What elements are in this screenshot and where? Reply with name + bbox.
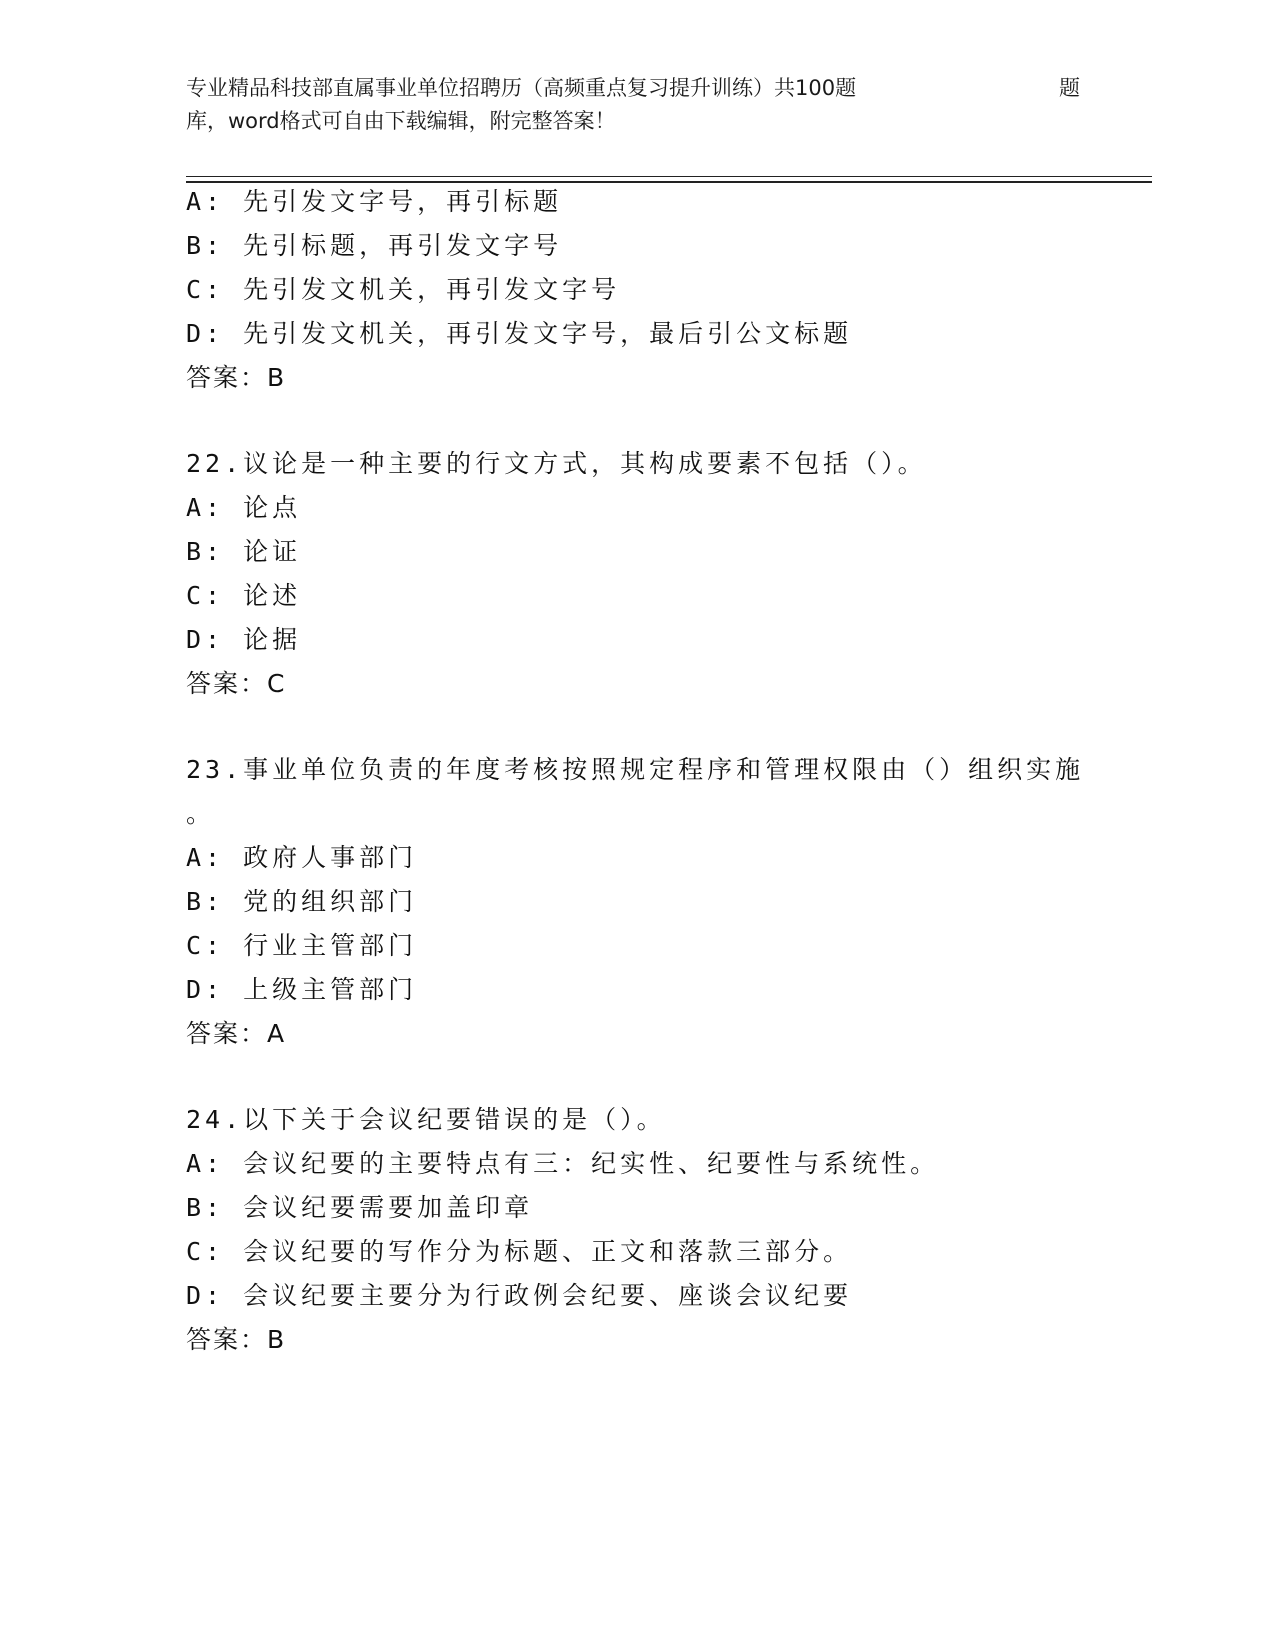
header-divider-thin [186, 176, 1152, 177]
option-a: A: 先引发文字号，再引标题 [186, 187, 563, 216]
header-line-1 [186, 72, 1086, 105]
option-d: D: 论据 [186, 625, 302, 654]
option-b: B: 论证 [186, 537, 302, 566]
option-d: D: 上级主管部门 [186, 975, 418, 1004]
option-b: B: 党的组织部门 [186, 887, 418, 916]
header-title-tail: 题 [1059, 76, 1080, 100]
header-line-2 [186, 105, 1086, 138]
option-c: C: 论述 [186, 581, 302, 610]
question-stem: 23.事业单位负责的年度考核按照规定程序和管理权限由（）组织实施 [186, 755, 1085, 784]
header-title: 专业精品科技部直属事业单位招聘历（高频重点复习提升训练）共100题 [186, 76, 857, 100]
option-c: C: 行业主管部门 [186, 931, 418, 960]
answer: 答案：C [186, 669, 287, 698]
document-header [186, 72, 1086, 138]
option-a: A: 政府人事部门 [186, 843, 418, 872]
question-stem: 22.议论是一种主要的行文方式，其构成要素不包括（）。 [186, 449, 927, 478]
answer: 答案：B [186, 363, 287, 392]
answer: 答案：A [186, 1019, 287, 1048]
answer: 答案：B [186, 1325, 287, 1354]
option-c: C: 先引发文机关，再引发文字号 [186, 275, 621, 304]
question-stem-continuation: 。 [186, 799, 216, 828]
option-b: B: 会议纪要需要加盖印章 [186, 1193, 534, 1222]
option-d: D: 先引发文机关，再引发文字号，最后引公文标题 [186, 319, 853, 348]
option-a: A: 论点 [186, 493, 302, 522]
question-stem: 24.以下关于会议纪要错误的是（）。 [186, 1105, 666, 1134]
option-c: C: 会议纪要的写作分为标题、正文和落款三部分。 [186, 1237, 853, 1266]
option-a: A: 会议纪要的主要特点有三：纪实性、纪要性与系统性。 [186, 1149, 940, 1178]
option-b: B: 先引标题，再引发文字号 [186, 231, 563, 260]
option-d: D: 会议纪要主要分为行政例会纪要、座谈会议纪要 [186, 1281, 853, 1310]
header-subtitle: 库，word格式可自由下载编辑，附完整答案！ [186, 109, 616, 133]
